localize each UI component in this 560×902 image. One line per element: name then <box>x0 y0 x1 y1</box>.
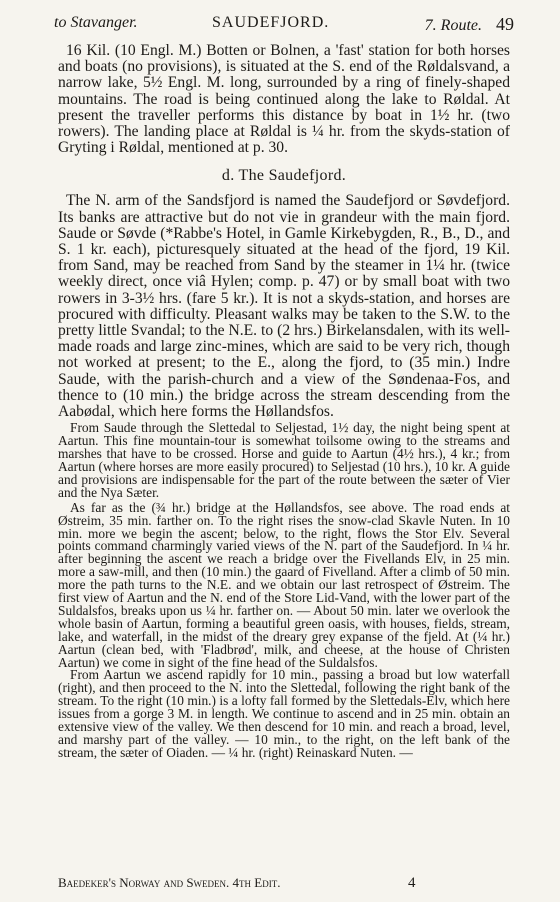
signature-mark: 4 <box>408 875 416 891</box>
paragraph-route-slettedal: From Aartun we ascend rapidly for 10 min., passing a broad but low waterfall (right), and then proceed to the N. into the Slettedal, following the right bank of the stream. To the right (10 min.) is a lofty fall formed by the Slettedals-Elv, which here issues from a gorge 3 M. in length. We continue to ascend and in 25 min. obtain an extensive view of the valley. We then descend for 10 min. and reach a broad, level, and marshy part of the valley. — 10 min., to the right, on the left bank of the stream, the sæter of Oiaden. — ¼ hr. (right) Reinaskard Nuten. — <box>58 667 510 760</box>
paragraph-saudefjord: The N. arm of the Sandsfjord is named the Saudefjord or Søvdefjord. Its banks are attractive but do not vie in grandeur with the main fjord. Saude or Søvde (*Rabbe's Hotel, in Gamle Kirkebygden, R., B., D., and S. 1 kr. each), picturesquely situated at the head of the fjord, 19 Kil. from Sand, may be reached from Sand by the steamer in 1¼ hr. (twice weekly direct, once viâ Hylen; comp. p. 47) or by small boat with two rowers in 3-3½ hrs. (fare 5 kr.). It is not a skyds-station, and horses are procured with difficulty. Pleasant walks may be taken to the S.W. to the pretty little Svandal; to the N.E. to (2 hrs.) Birkelansdalen, with its well-made roads and large zinc-mines, which are said to be very rich, though not worked at present; to the E., along the fjord, to (35 min.) Indre Saude, with the parish-church and a view of the Søndenaa-Fos, and thence to (10 min.) the bridge across the stream descending from the Aabødal, which here forms the Høllandsfos. <box>58 192 510 421</box>
paragraph-route-to-aartun: As far as the (¾ hr.) bridge at the Høllandsfos, see above. The road ends at Østreim, 35 min. farther on. To the right rises the snow-clad Skavle Nuten. In 10 min. more we begin the ascent; below, to the right, flows the Stor Elv. Several points command charmingly varied views of the N. part of the Saudefjord. In ¼ hr. after beginning the ascent we reach a bridge over the Fivellands Elv, in 25 min. more a saw-mill, and then (10 min.) the gaard of Fivelland. After a climb of 50 min. more the path turns to the N.E. and we obtain our last retrospect of Østreim. The first view of Aartun and the N. end of the Store Lid-Vand, with the lower part of the Suldalsfos, breaks upon us ¼ hr. farther on. — About 50 min. later we overlook the whole basin of Aartun, forming a beautiful green oasis, with houses, fields, stream, lake, and waterfall, in the midst of the dreary grey expanse of the fjeld. At (¼ hr.) Aartun (clean bed, with 'Fladbrød', milk, and cheese, at the house of Christen Aartun) we come in sight of the fine head of the Suldalsfos. <box>58 499 510 670</box>
running-header <box>54 14 514 38</box>
imprint-line: Baedeker's Norway and Sweden. 4th Edit. <box>58 875 281 890</box>
header-title: SAUDEFJORD. <box>212 14 330 31</box>
header-left: to Stavanger. <box>54 14 138 31</box>
paragraph-route-overview: From Saude through the Slettedal to Seljestad, 1½ day, the night being spent at Aartun. This fine mountain-tour is somewhat toilsome owing to the streams and marshes that have to be crossed. Horse and guide to Aartun (4½ hrs.), 4 kr.; from Aartun (where horses are more easily procured) to Seljestad (10 hrs.), 10 kr. A guide and provisions are indispensable for the part of the route between the sæter of Vier and the Nya Sæter. <box>58 420 510 500</box>
section-heading: d. The Saudefjord. <box>221 167 347 185</box>
page-body <box>58 43 510 760</box>
paragraph-botten: 16 Kil. (10 Engl. M.) Botten or Bolnen, a 'fast' station for both horses and boats (no provisions), is situated at the S. end of the Røldalsvand, a narrow lake, 5½ Engl. M. long, surrounded by a ring of finely-shaped mountains. The road is being continued along the lake to Røldal. At present the traveller performs this distance by boat in 1½ hr. (two rowers). The landing place at Røldal is ¼ hr. from the skyds-station of Gryting i Røldal, mentioned at p. 30. <box>58 42 510 157</box>
header-right <box>425 14 514 35</box>
page-number: 49 <box>496 14 514 34</box>
page-footer <box>58 876 510 890</box>
route-label: 7. Route. <box>424 17 482 34</box>
